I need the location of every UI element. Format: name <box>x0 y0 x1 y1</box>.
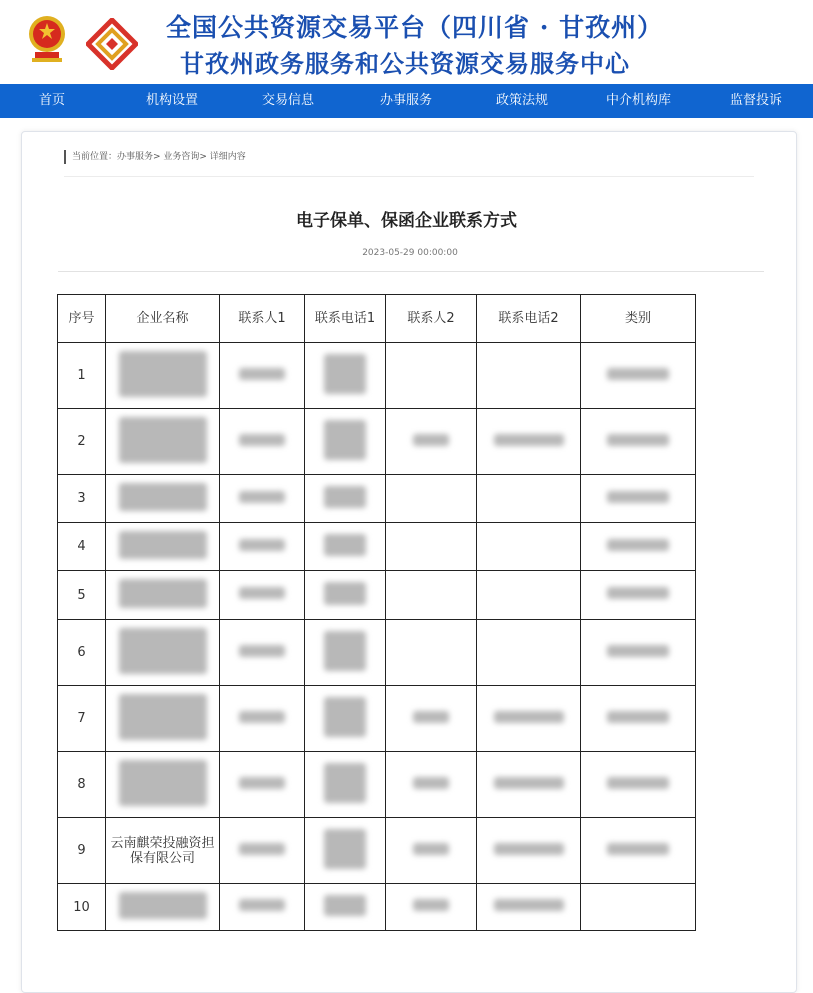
redacted-block <box>119 417 207 463</box>
site-title-line2: 甘孜州政务服务和公共资源交易服务中心 <box>180 49 630 78</box>
cell-contact1 <box>220 752 305 818</box>
cell-phone1 <box>305 409 386 475</box>
cell-no: 10 <box>58 884 106 931</box>
redacted-block <box>494 899 564 911</box>
cell-company <box>106 884 220 931</box>
nav-item-complaints[interactable]: 监督投诉 <box>730 93 783 108</box>
redacted-block <box>119 628 207 674</box>
table-row <box>58 523 696 571</box>
cell-category <box>581 523 696 571</box>
breadcrumb-divider <box>64 176 754 177</box>
cell-phone2 <box>477 884 581 931</box>
cell-company <box>106 686 220 752</box>
redacted-block <box>324 486 366 508</box>
redacted-block <box>413 899 449 911</box>
redacted-block <box>494 434 564 446</box>
table-header-row <box>58 295 696 343</box>
nav-item-services[interactable]: 办事服务 <box>380 93 433 108</box>
cell-category <box>581 818 696 884</box>
cell-contact2 <box>386 752 477 818</box>
redacted-block <box>413 843 449 855</box>
table-row <box>58 884 696 931</box>
cell-phone2 <box>477 752 581 818</box>
redacted-block <box>494 777 564 789</box>
table-row <box>58 343 696 409</box>
table-row <box>58 818 696 884</box>
cell-no: 1 <box>58 343 106 409</box>
cell-phone1 <box>305 818 386 884</box>
redacted-block <box>413 711 449 723</box>
redacted-block <box>119 760 207 806</box>
cell-category <box>581 686 696 752</box>
redacted-block <box>324 534 366 556</box>
redacted-block <box>239 843 285 855</box>
cell-contact1 <box>220 818 305 884</box>
cell-contact1 <box>220 884 305 931</box>
header-cell-phone2: 联系电话2 <box>477 295 581 343</box>
cell-no: 8 <box>58 752 106 818</box>
redacted-block <box>607 368 669 380</box>
cell-contact2 <box>386 571 477 620</box>
header-cell-company: 企业名称 <box>106 295 220 343</box>
redacted-block <box>239 539 285 551</box>
cell-phone2 <box>477 523 581 571</box>
redacted-block <box>324 582 366 605</box>
cell-company <box>106 409 220 475</box>
header-cell-contact2: 联系人2 <box>386 295 477 343</box>
redacted-block <box>607 539 669 551</box>
cell-phone1 <box>305 523 386 571</box>
redacted-block <box>607 587 669 599</box>
cell-contact1 <box>220 409 305 475</box>
cell-contact1 <box>220 620 305 686</box>
header-cell-contact1: 联系人1 <box>220 295 305 343</box>
redacted-block <box>119 579 207 608</box>
nav-item-policies[interactable]: 政策法规 <box>496 93 549 108</box>
header-cell-phone1: 联系电话1 <box>305 295 386 343</box>
cell-contact2 <box>386 343 477 409</box>
cell-no: 4 <box>58 523 106 571</box>
redacted-block <box>119 694 207 740</box>
cell-contact2 <box>386 818 477 884</box>
redacted-block <box>119 351 207 397</box>
cell-category <box>581 571 696 620</box>
redacted-block <box>324 763 366 803</box>
cell-phone2 <box>477 818 581 884</box>
table-row <box>58 686 696 752</box>
cell-phone1 <box>305 752 386 818</box>
table-row <box>58 571 696 620</box>
redacted-block <box>239 899 285 911</box>
cell-category <box>581 475 696 523</box>
redacted-block <box>239 587 285 599</box>
redacted-block <box>607 843 669 855</box>
national-emblem-icon <box>26 14 68 64</box>
redacted-block <box>494 711 564 723</box>
cell-phone2 <box>477 571 581 620</box>
cell-phone1 <box>305 343 386 409</box>
cell-company <box>106 571 220 620</box>
redacted-block <box>239 491 285 503</box>
cell-contact2 <box>386 620 477 686</box>
cell-contact2 <box>386 409 477 475</box>
nav-item-organization[interactable]: 机构设置 <box>146 93 199 108</box>
cell-category <box>581 409 696 475</box>
redacted-block <box>607 491 669 503</box>
cell-phone1 <box>305 884 386 931</box>
cell-category <box>581 343 696 409</box>
redacted-block <box>239 434 285 446</box>
cell-contact2 <box>386 475 477 523</box>
contacts-table <box>57 294 696 931</box>
nav-item-trading-info[interactable]: 交易信息 <box>262 93 315 108</box>
cell-company: 云南麒荣投融资担保有限公司 <box>106 818 220 884</box>
nav-item-home[interactable]: 首页 <box>39 93 66 108</box>
redacted-block <box>239 777 285 789</box>
cell-contact1 <box>220 475 305 523</box>
redacted-block <box>119 892 207 919</box>
redacted-block <box>413 434 449 446</box>
main-nav <box>0 84 813 118</box>
cell-contact2 <box>386 884 477 931</box>
redacted-block <box>324 354 366 394</box>
cell-phone1 <box>305 620 386 686</box>
cell-company <box>106 523 220 571</box>
redacted-block <box>607 777 669 789</box>
redacted-block <box>324 895 366 916</box>
redacted-block <box>324 697 366 737</box>
cell-no: 3 <box>58 475 106 523</box>
cell-no: 7 <box>58 686 106 752</box>
table-row <box>58 475 696 523</box>
redacted-block <box>239 711 285 723</box>
title-divider <box>58 271 764 272</box>
cell-company <box>106 752 220 818</box>
redacted-block <box>119 531 207 559</box>
cell-contact1 <box>220 523 305 571</box>
page-title: 电子保单、保函企业联系方式 <box>296 211 517 231</box>
redacted-block <box>324 829 366 869</box>
redacted-block <box>324 420 366 460</box>
redacted-block <box>119 483 207 511</box>
cell-no: 5 <box>58 571 106 620</box>
cell-phone2 <box>477 475 581 523</box>
cell-phone2 <box>477 686 581 752</box>
cell-no: 9 <box>58 818 106 884</box>
cell-company <box>106 620 220 686</box>
redacted-block <box>607 434 669 446</box>
redacted-block <box>607 711 669 723</box>
cell-phone1 <box>305 475 386 523</box>
redacted-block <box>239 645 285 657</box>
site-title-line1: 全国公共资源交易平台（四川省 · 甘孜州） <box>166 13 664 42</box>
cell-no: 2 <box>58 409 106 475</box>
cell-contact1 <box>220 571 305 620</box>
cell-category <box>581 620 696 686</box>
cell-category <box>581 752 696 818</box>
cell-phone2 <box>477 409 581 475</box>
cell-contact1 <box>220 686 305 752</box>
cell-company <box>106 343 220 409</box>
cell-contact2 <box>386 523 477 571</box>
cell-company <box>106 475 220 523</box>
publish-date: 2023-05-29 00:00:00 <box>362 248 458 258</box>
nav-item-agencies[interactable]: 中介机构库 <box>606 93 672 108</box>
breadcrumb: 当前位置：办事服务> 业务咨询> 详细内容 <box>64 150 246 164</box>
cell-contact2 <box>386 686 477 752</box>
header-cell-no: 序号 <box>58 295 106 343</box>
cell-phone2 <box>477 343 581 409</box>
cell-phone1 <box>305 686 386 752</box>
redacted-block <box>494 843 564 855</box>
cell-no: 6 <box>58 620 106 686</box>
header-cell-category: 类别 <box>581 295 696 343</box>
redacted-block <box>324 631 366 671</box>
table-row <box>58 409 696 475</box>
redacted-block <box>413 777 449 789</box>
redacted-block <box>607 645 669 657</box>
cell-category <box>581 884 696 931</box>
site-header <box>0 0 813 84</box>
table-row <box>58 620 696 686</box>
cell-contact1 <box>220 343 305 409</box>
cell-phone1 <box>305 571 386 620</box>
redacted-block <box>239 368 285 380</box>
cell-phone2 <box>477 620 581 686</box>
platform-logo-icon <box>86 18 138 70</box>
table-row <box>58 752 696 818</box>
